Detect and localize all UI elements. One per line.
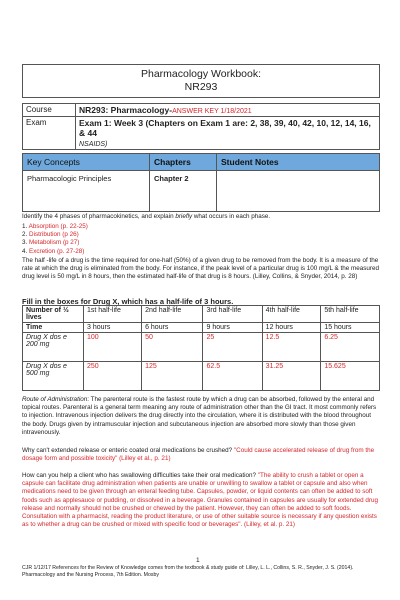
phase-item: 2. Distribution (p 26) bbox=[22, 231, 79, 239]
half-life-header: 4th half-life bbox=[262, 306, 321, 323]
half-life-header: 5th half-life bbox=[321, 306, 380, 323]
swallowing-answer: "The ability to crush a tablet or open a capsule can facilitate drug administration when patients are unable or unwilling to swallow a tablet or capsule and also when medications need to be given through an enteral feeding tube. Capsules, powder, or liquid contents can often be added to soft foods such as applesauce or pudding, or dissolved in a beverage. Granules contained in capsules are usually for extended drug release and normally should not be crushed or chewed by the patient. However, they can often be added to soft foods. Consultation with a pharmacist, reading the product literature, or use of other suitable source is necessary if any question exists as to whether a drug can be crushed or mixed with specific food or beverages". (Lilley, et al. p. 21) bbox=[22, 472, 379, 529]
dose-200-row bbox=[23, 333, 380, 362]
notes-cell[interactable] bbox=[217, 171, 380, 212]
phases-list bbox=[22, 223, 380, 256]
dose-value-cell: 15.625 bbox=[321, 362, 380, 391]
dose-200-label: Drug X dos e 200 mg bbox=[23, 333, 84, 362]
route-paragraph: Route of Administration: The parenteral route is the fastest route by which a drug can be absorbed, followed by the enteral and topical routes. Parenteral is a general term meaning any route of administration other than the GI tract. It most commonly refers to injection. Intravenous injection delivers the drug directly into the circulation, where it is distributed with the blood throughout the body. Drugs given by intramuscular injection and subcutaneous injection are absorbed more slowly than those given intravenously. bbox=[22, 396, 377, 436]
time-row bbox=[23, 323, 380, 333]
phase-item: 1. Absorption (p. 22-25) bbox=[22, 223, 88, 230]
exam-value: Exam 1: Week 3 (Chapters on Exam 1 are: 2, 38, 39, 40, 42, 10, 12, 14, 16, & 44 NSAIDS) bbox=[76, 117, 380, 150]
dose-value-cell: 100 bbox=[84, 333, 142, 362]
exam-label: Exam bbox=[23, 117, 76, 150]
dose-500-label: Drug X dos e 500 mg bbox=[23, 362, 84, 391]
key-concepts-table bbox=[22, 153, 380, 212]
workbook-title: Pharmacology Workbook: bbox=[140, 68, 262, 80]
dose-value-cell: 50 bbox=[142, 333, 203, 362]
chapter-cell: Chapter 2 bbox=[150, 171, 217, 212]
time-cell: 6 hours bbox=[142, 323, 203, 333]
course-value: NR293: Pharmacology-ANSWER KEY 1/18/2021 bbox=[76, 104, 380, 117]
dose-value-cell: 25 bbox=[203, 333, 262, 362]
time-label: Time bbox=[23, 323, 84, 333]
dose-value-cell: 125 bbox=[142, 362, 203, 391]
half-life-header: 2nd half-life bbox=[142, 306, 203, 323]
dose-value-cell: 250 bbox=[84, 362, 142, 391]
phase-item: 4. Excretion (p. 27-28) bbox=[22, 247, 85, 255]
half-lives-label: Number of ½ lives bbox=[23, 306, 84, 323]
concept-cell: Pharmacologic Principles bbox=[23, 171, 150, 212]
dose-value-cell: 12.5 bbox=[262, 333, 321, 362]
concepts-row bbox=[23, 171, 380, 212]
half-life-paragraph: The half -life of a drug is the time required for one-half (50%) of a given drug to be removed from the body. It is a measure of the rate at which the drug is eliminated from the body. For instance, if the peak level of a particular drug is 100 mg/L & the measured drug level is 50 mg/L in 8 hours, then the estimated half-life of that drug is 8 hours. (Lilley, Collins, & Snyder, 2014, p. 28) bbox=[22, 257, 380, 281]
time-cell: 15 hours bbox=[321, 323, 380, 333]
course-info-table bbox=[22, 103, 380, 150]
page-number: 1 bbox=[196, 557, 200, 564]
half-life-header: 1st half-life bbox=[84, 306, 142, 323]
swallowing-question: How can you help a client who has swallowing difficulties take their oral medication? "The ability to crush a tablet or open a capsule can facilitate drug administration when patients are unable or unwilling to swallow a tablet or capsule and also when medications need to be given through an enteral feeding tube. Capsules, powder, or liquid contents can often be added to soft foods such as applesauce or pudding, or dissolved in a beverage. Granules contained in capsules are usually for extended drug release and normally should not be crushed or chewed by the patient. However, they can often be added to soft foods. Consultation with a pharmacist, reading the product literature, or use of other suitable source is necessary if any question exists as to whether a drug can be crushed or mixed with specific food or beverages". (Lilley, et al. p. 21) bbox=[22, 472, 379, 529]
dose-value-cell: 62.5 bbox=[203, 362, 262, 391]
footer-reference: CJR 1/12/17 References for the Review of Knowledge comes from the textbook & study guide of: Lilley, L. L., Collins, S. R., Snyder, J. S. (2014). Pharmacology and the Nursing Process, 7th Edition. Mosby bbox=[22, 565, 354, 578]
concepts-header-row bbox=[23, 154, 380, 171]
dose-value-cell: 31.25 bbox=[262, 362, 321, 391]
student-notes-header: Student Notes bbox=[217, 154, 380, 171]
course-label: Course bbox=[23, 104, 76, 117]
route-label: Route of Administration bbox=[22, 396, 88, 403]
half-life-header: 3rd half-life bbox=[203, 306, 262, 323]
answer-key-label: ANSWER KEY 1/18/2021 bbox=[172, 108, 252, 115]
half-life-header-row bbox=[23, 306, 380, 323]
course-code: NR293 bbox=[184, 81, 218, 93]
drug-x-table bbox=[22, 305, 380, 391]
phase-item: 3. Metabolism (p 27) bbox=[22, 239, 80, 247]
time-cell: 12 hours bbox=[262, 323, 321, 333]
extended-release-question: Why can't extended release or enteric coated oral medications be crushed? "Could cause accelerated release of drug from the dosage form and possible toxicity" (Lilley et al., p. 21) bbox=[22, 447, 375, 463]
chapters-header: Chapters bbox=[150, 154, 217, 171]
time-cell: 3 hours bbox=[84, 323, 142, 333]
drug-table-title: Fill in the boxes for Drug X, which has a half-life of 3 hours. bbox=[22, 297, 234, 306]
time-cell: 9 hours bbox=[203, 323, 262, 333]
key-concepts-header: Key Concepts bbox=[23, 154, 150, 171]
extended-release-answer: "Could cause accelerated release of drug from the dosage form and possible toxicity" (Lilley et al., p. 21) bbox=[22, 447, 375, 463]
dose-500-row bbox=[23, 362, 380, 391]
exam-row bbox=[23, 117, 380, 150]
dose-value-cell: 6.25 bbox=[321, 333, 380, 362]
phases-question: Identify the 4 phases of pharmacokinetics, and explain briefly what occurs in each phase. bbox=[22, 213, 271, 220]
course-row bbox=[23, 104, 380, 117]
workbook-title-box bbox=[22, 64, 380, 98]
